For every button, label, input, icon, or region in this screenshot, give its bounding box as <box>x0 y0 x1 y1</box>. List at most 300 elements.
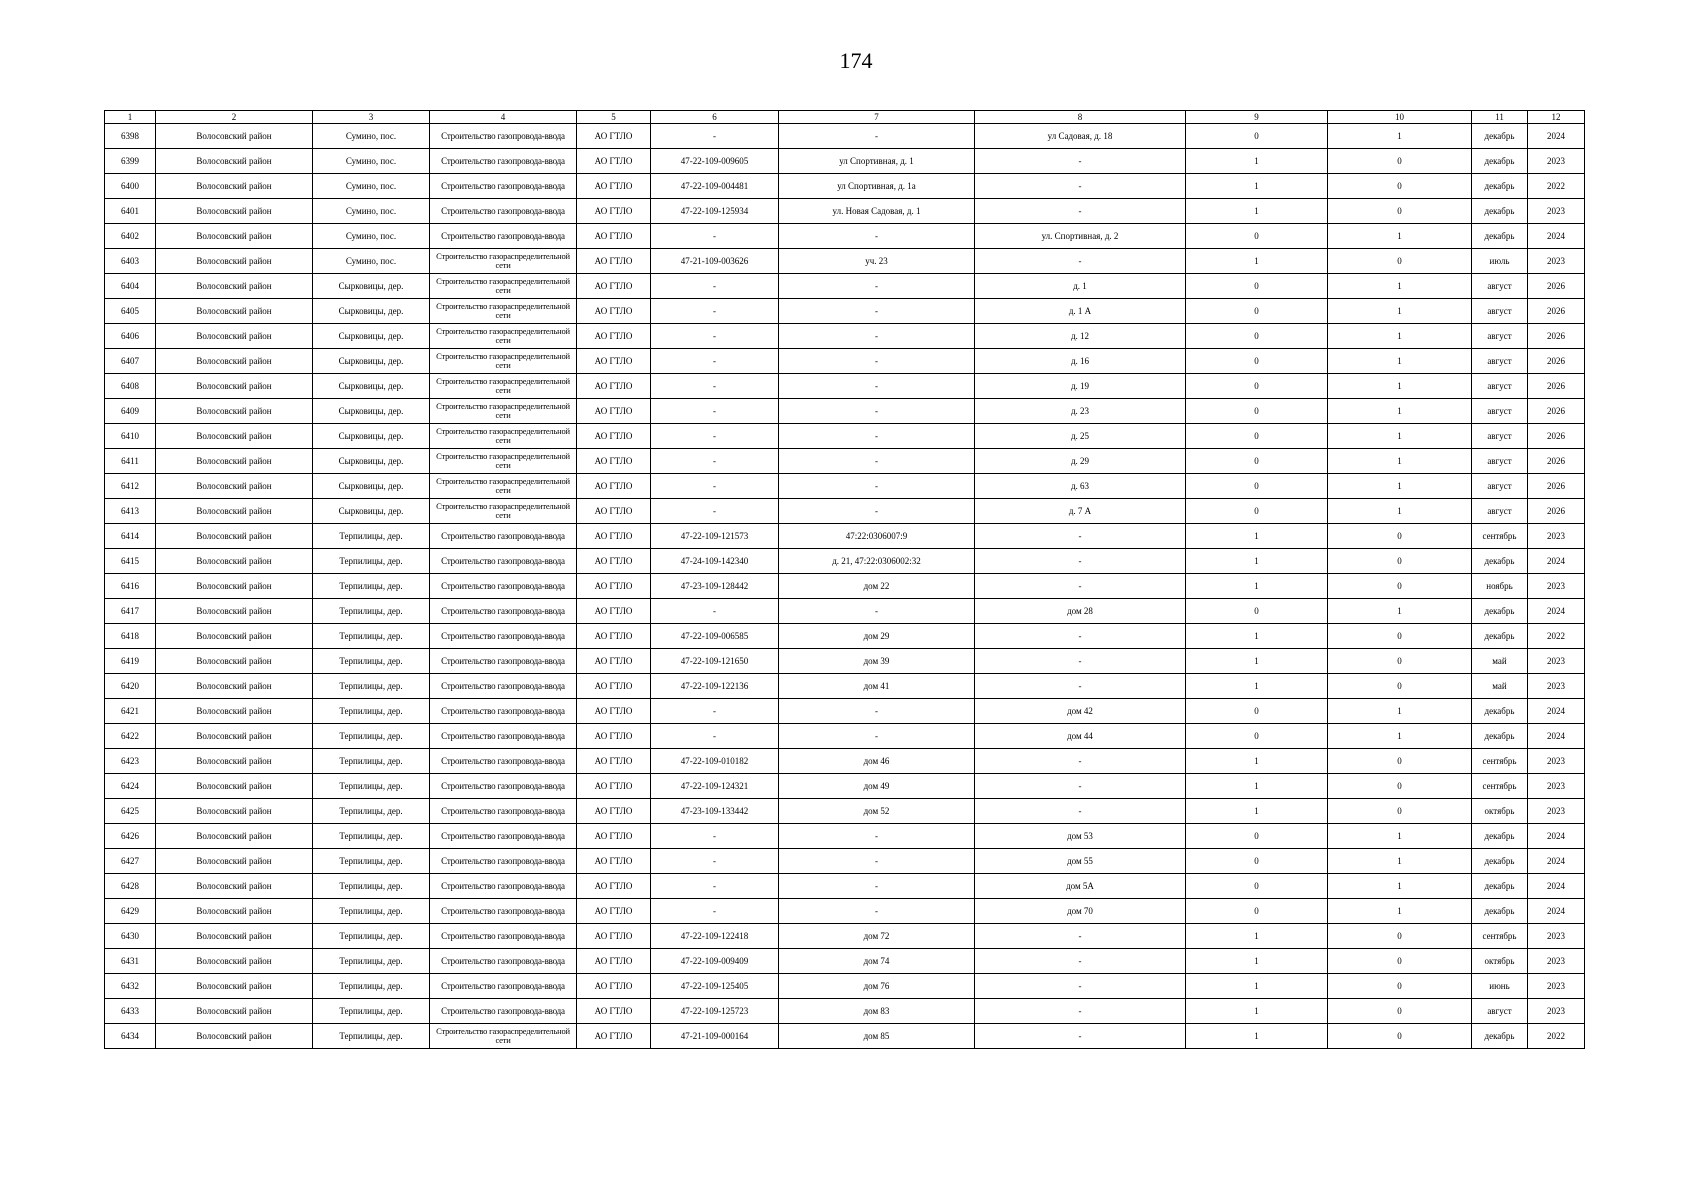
cell-value-col-10: 1 <box>1328 899 1472 924</box>
cell-organization: АО ГТЛО <box>577 574 651 599</box>
cell-settlement: Терпилицы, дер. <box>313 949 430 974</box>
cell-settlement: Терпилицы, дер. <box>313 899 430 924</box>
cell-work-type: Строительство газопровода-ввода <box>430 949 577 974</box>
cell-address: д. 12 <box>975 324 1186 349</box>
cell-value-col-10: 0 <box>1328 799 1472 824</box>
cell-district: Волосовский район <box>156 1024 313 1049</box>
cell-contract-number: - <box>651 299 779 324</box>
cell-address: - <box>975 1024 1186 1049</box>
gasification-table <box>104 110 1585 1049</box>
column-number-11: 11 <box>1472 111 1528 124</box>
cell-contract-number: - <box>651 224 779 249</box>
cell-value-col-9: 1 <box>1186 974 1328 999</box>
cell-contract-number: 47-21-109-000164 <box>651 1024 779 1049</box>
cell-district: Волосовский район <box>156 149 313 174</box>
cell-month: декабрь <box>1472 599 1528 624</box>
table-row <box>105 399 1585 424</box>
cell-value-col-10: 0 <box>1328 924 1472 949</box>
cell-month: октябрь <box>1472 949 1528 974</box>
cell-year: 2023 <box>1528 799 1585 824</box>
cell-value-col-10: 0 <box>1328 199 1472 224</box>
cell-month: сентябрь <box>1472 924 1528 949</box>
cell-year: 2023 <box>1528 924 1585 949</box>
column-number-3: 3 <box>313 111 430 124</box>
cell-cadastral-or-address: - <box>779 274 975 299</box>
table-row <box>105 649 1585 674</box>
cell-cadastral-or-address: ул Спортивная, д. 1 <box>779 149 975 174</box>
cell-cadastral-or-address: - <box>779 599 975 624</box>
cell-settlement: Терпилицы, дер. <box>313 574 430 599</box>
cell-address: д. 16 <box>975 349 1186 374</box>
cell-month: август <box>1472 374 1528 399</box>
cell-value-col-9: 1 <box>1186 1024 1328 1049</box>
cell-value-col-9: 0 <box>1186 324 1328 349</box>
cell-value-col-9: 0 <box>1186 299 1328 324</box>
table-row <box>105 199 1585 224</box>
table-row <box>105 974 1585 999</box>
cell-address: д. 7 А <box>975 499 1186 524</box>
cell-row-number: 6430 <box>105 924 156 949</box>
cell-district: Волосовский район <box>156 449 313 474</box>
cell-year: 2023 <box>1528 574 1585 599</box>
cell-year: 2026 <box>1528 374 1585 399</box>
cell-month: декабрь <box>1472 849 1528 874</box>
cell-address: дом 28 <box>975 599 1186 624</box>
cell-month: июль <box>1472 249 1528 274</box>
table-row <box>105 324 1585 349</box>
cell-month: декабрь <box>1472 1024 1528 1049</box>
table-row <box>105 524 1585 549</box>
cell-work-type: Строительство газораспределительной сети <box>430 1024 577 1049</box>
column-number-row <box>105 111 1585 124</box>
cell-month: сентябрь <box>1472 749 1528 774</box>
cell-organization: АО ГТЛО <box>577 899 651 924</box>
cell-row-number: 6424 <box>105 774 156 799</box>
cell-value-col-10: 1 <box>1328 124 1472 149</box>
cell-row-number: 6419 <box>105 649 156 674</box>
cell-value-col-10: 0 <box>1328 749 1472 774</box>
cell-cadastral-or-address: - <box>779 874 975 899</box>
cell-settlement: Сумино, пос. <box>313 224 430 249</box>
cell-organization: АО ГТЛО <box>577 674 651 699</box>
table-row <box>105 874 1585 899</box>
cell-work-type: Строительство газопровода-ввода <box>430 999 577 1024</box>
cell-value-col-10: 1 <box>1328 824 1472 849</box>
cell-settlement: Сумино, пос. <box>313 199 430 224</box>
cell-value-col-10: 0 <box>1328 999 1472 1024</box>
cell-contract-number: - <box>651 899 779 924</box>
cell-value-col-10: 0 <box>1328 774 1472 799</box>
column-number-8: 8 <box>975 111 1186 124</box>
cell-settlement: Сырковицы, дер. <box>313 349 430 374</box>
cell-address: дом 42 <box>975 699 1186 724</box>
cell-contract-number: 47-22-109-121650 <box>651 649 779 674</box>
cell-row-number: 6410 <box>105 424 156 449</box>
cell-settlement: Терпилицы, дер. <box>313 724 430 749</box>
cell-month: ноябрь <box>1472 574 1528 599</box>
cell-value-col-9: 0 <box>1186 124 1328 149</box>
cell-row-number: 6409 <box>105 399 156 424</box>
cell-value-col-10: 0 <box>1328 249 1472 274</box>
cell-cadastral-or-address: - <box>779 124 975 149</box>
table-row <box>105 749 1585 774</box>
cell-contract-number: 47-22-109-125723 <box>651 999 779 1024</box>
cell-year: 2023 <box>1528 249 1585 274</box>
cell-contract-number: - <box>651 424 779 449</box>
cell-address: д. 19 <box>975 374 1186 399</box>
cell-organization: АО ГТЛО <box>577 999 651 1024</box>
cell-contract-number: 47-22-109-122136 <box>651 674 779 699</box>
cell-district: Волосовский район <box>156 849 313 874</box>
cell-settlement: Сырковицы, дер. <box>313 374 430 399</box>
cell-value-col-9: 1 <box>1186 574 1328 599</box>
cell-organization: АО ГТЛО <box>577 124 651 149</box>
column-number-2: 2 <box>156 111 313 124</box>
cell-cadastral-or-address: - <box>779 699 975 724</box>
cell-cadastral-or-address: ул Спортивная, д. 1а <box>779 174 975 199</box>
cell-row-number: 6421 <box>105 699 156 724</box>
cell-value-col-9: 0 <box>1186 599 1328 624</box>
cell-value-col-9: 1 <box>1186 799 1328 824</box>
cell-work-type: Строительство газопровода-ввода <box>430 599 577 624</box>
cell-organization: АО ГТЛО <box>577 724 651 749</box>
cell-organization: АО ГТЛО <box>577 174 651 199</box>
cell-value-col-9: 0 <box>1186 874 1328 899</box>
cell-value-col-9: 0 <box>1186 474 1328 499</box>
cell-work-type: Строительство газораспределительной сети <box>430 474 577 499</box>
cell-month: декабрь <box>1472 199 1528 224</box>
cell-year: 2026 <box>1528 474 1585 499</box>
table-row <box>105 299 1585 324</box>
cell-value-col-10: 1 <box>1328 299 1472 324</box>
cell-work-type: Строительство газораспределительной сети <box>430 374 577 399</box>
table-row <box>105 724 1585 749</box>
cell-work-type: Строительство газопровода-ввода <box>430 624 577 649</box>
cell-work-type: Строительство газопровода-ввода <box>430 874 577 899</box>
cell-contract-number: - <box>651 324 779 349</box>
cell-row-number: 6403 <box>105 249 156 274</box>
cell-address: д. 63 <box>975 474 1186 499</box>
cell-row-number: 6404 <box>105 274 156 299</box>
cell-district: Волосовский район <box>156 399 313 424</box>
cell-value-col-9: 1 <box>1186 549 1328 574</box>
cell-year: 2026 <box>1528 399 1585 424</box>
cell-row-number: 6401 <box>105 199 156 224</box>
cell-settlement: Терпилицы, дер. <box>313 749 430 774</box>
cell-district: Волосовский район <box>156 749 313 774</box>
cell-year: 2024 <box>1528 124 1585 149</box>
cell-contract-number: 47-21-109-003626 <box>651 249 779 274</box>
cell-cadastral-or-address: - <box>779 424 975 449</box>
cell-address: ул. Спортивная, д. 2 <box>975 224 1186 249</box>
cell-address: - <box>975 949 1186 974</box>
cell-work-type: Строительство газопровода-ввода <box>430 899 577 924</box>
cell-settlement: Сумино, пос. <box>313 149 430 174</box>
cell-organization: АО ГТЛО <box>577 974 651 999</box>
cell-cadastral-or-address: - <box>779 224 975 249</box>
cell-month: август <box>1472 324 1528 349</box>
cell-address: дом 53 <box>975 824 1186 849</box>
cell-contract-number: 47-22-109-125934 <box>651 199 779 224</box>
cell-address: д. 23 <box>975 399 1186 424</box>
cell-cadastral-or-address: - <box>779 824 975 849</box>
cell-value-col-9: 0 <box>1186 899 1328 924</box>
table-row <box>105 924 1585 949</box>
cell-organization: АО ГТЛО <box>577 199 651 224</box>
cell-address: - <box>975 174 1186 199</box>
cell-value-col-10: 1 <box>1328 499 1472 524</box>
cell-settlement: Терпилицы, дер. <box>313 549 430 574</box>
cell-cadastral-or-address: - <box>779 474 975 499</box>
cell-contract-number: 47-22-109-121573 <box>651 524 779 549</box>
cell-year: 2024 <box>1528 849 1585 874</box>
cell-organization: АО ГТЛО <box>577 549 651 574</box>
cell-cadastral-or-address: - <box>779 849 975 874</box>
cell-row-number: 6426 <box>105 824 156 849</box>
cell-month: май <box>1472 674 1528 699</box>
table-row <box>105 599 1585 624</box>
cell-district: Волосовский район <box>156 249 313 274</box>
cell-value-col-10: 1 <box>1328 849 1472 874</box>
table-row <box>105 674 1585 699</box>
cell-organization: АО ГТЛО <box>577 524 651 549</box>
table-row <box>105 224 1585 249</box>
table-row <box>105 149 1585 174</box>
cell-contract-number: - <box>651 374 779 399</box>
cell-month: декабрь <box>1472 624 1528 649</box>
cell-cadastral-or-address: - <box>779 324 975 349</box>
cell-district: Волосовский район <box>156 974 313 999</box>
cell-month: август <box>1472 299 1528 324</box>
cell-settlement: Терпилицы, дер. <box>313 874 430 899</box>
table-row <box>105 424 1585 449</box>
cell-district: Волосовский район <box>156 299 313 324</box>
cell-value-col-9: 0 <box>1186 849 1328 874</box>
cell-value-col-9: 0 <box>1186 224 1328 249</box>
cell-month: август <box>1472 424 1528 449</box>
cell-value-col-9: 0 <box>1186 274 1328 299</box>
cell-month: декабрь <box>1472 549 1528 574</box>
cell-organization: АО ГТЛО <box>577 299 651 324</box>
cell-cadastral-or-address: - <box>779 499 975 524</box>
cell-contract-number: - <box>651 399 779 424</box>
cell-address: д. 29 <box>975 449 1186 474</box>
cell-address: - <box>975 149 1186 174</box>
cell-district: Волосовский район <box>156 174 313 199</box>
cell-value-col-9: 0 <box>1186 374 1328 399</box>
cell-cadastral-or-address: дом 22 <box>779 574 975 599</box>
cell-work-type: Строительство газопровода-ввода <box>430 149 577 174</box>
cell-work-type: Строительство газопровода-ввода <box>430 199 577 224</box>
cell-contract-number: 47-22-109-122418 <box>651 924 779 949</box>
cell-settlement: Терпилицы, дер. <box>313 849 430 874</box>
cell-value-col-9: 0 <box>1186 499 1328 524</box>
table-row <box>105 774 1585 799</box>
cell-work-type: Строительство газопровода-ввода <box>430 799 577 824</box>
cell-organization: АО ГТЛО <box>577 449 651 474</box>
cell-value-col-9: 1 <box>1186 924 1328 949</box>
column-number-6: 6 <box>651 111 779 124</box>
cell-organization: АО ГТЛО <box>577 624 651 649</box>
cell-work-type: Строительство газораспределительной сети <box>430 399 577 424</box>
table-row <box>105 124 1585 149</box>
cell-settlement: Терпилицы, дер. <box>313 1024 430 1049</box>
cell-settlement: Терпилицы, дер. <box>313 774 430 799</box>
cell-address: д. 25 <box>975 424 1186 449</box>
cell-row-number: 6433 <box>105 999 156 1024</box>
cell-cadastral-or-address: д. 21, 47:22:0306002:32 <box>779 549 975 574</box>
cell-settlement: Сырковицы, дер. <box>313 274 430 299</box>
cell-settlement: Терпилицы, дер. <box>313 799 430 824</box>
cell-cadastral-or-address: дом 49 <box>779 774 975 799</box>
table-row <box>105 374 1585 399</box>
cell-organization: АО ГТЛО <box>577 924 651 949</box>
cell-work-type: Строительство газопровода-ввода <box>430 849 577 874</box>
cell-value-col-9: 1 <box>1186 774 1328 799</box>
cell-value-col-10: 1 <box>1328 699 1472 724</box>
cell-contract-number: - <box>651 274 779 299</box>
cell-district: Волосовский район <box>156 649 313 674</box>
cell-contract-number: - <box>651 499 779 524</box>
cell-year: 2022 <box>1528 174 1585 199</box>
cell-district: Волосовский район <box>156 674 313 699</box>
cell-district: Волосовский район <box>156 349 313 374</box>
cell-value-col-9: 0 <box>1186 424 1328 449</box>
cell-row-number: 6432 <box>105 974 156 999</box>
cell-row-number: 6425 <box>105 799 156 824</box>
cell-cadastral-or-address: - <box>779 399 975 424</box>
cell-district: Волосовский район <box>156 499 313 524</box>
cell-address: - <box>975 524 1186 549</box>
cell-organization: АО ГТЛО <box>577 749 651 774</box>
cell-value-col-10: 0 <box>1328 574 1472 599</box>
cell-year: 2023 <box>1528 649 1585 674</box>
cell-value-col-9: 1 <box>1186 649 1328 674</box>
cell-district: Волосовский район <box>156 274 313 299</box>
cell-work-type: Строительство газопровода-ввода <box>430 749 577 774</box>
cell-year: 2022 <box>1528 1024 1585 1049</box>
cell-organization: АО ГТЛО <box>577 349 651 374</box>
cell-row-number: 6406 <box>105 324 156 349</box>
column-number-7: 7 <box>779 111 975 124</box>
cell-value-col-9: 1 <box>1186 524 1328 549</box>
cell-value-col-9: 1 <box>1186 949 1328 974</box>
cell-month: декабрь <box>1472 699 1528 724</box>
cell-address: - <box>975 999 1186 1024</box>
cell-work-type: Строительство газораспределительной сети <box>430 424 577 449</box>
cell-value-col-10: 0 <box>1328 949 1472 974</box>
cell-year: 2024 <box>1528 699 1585 724</box>
cell-district: Волосовский район <box>156 474 313 499</box>
cell-row-number: 6428 <box>105 874 156 899</box>
cell-month: декабрь <box>1472 874 1528 899</box>
cell-value-col-10: 0 <box>1328 149 1472 174</box>
cell-district: Волосовский район <box>156 374 313 399</box>
cell-cadastral-or-address: - <box>779 374 975 399</box>
cell-row-number: 6412 <box>105 474 156 499</box>
cell-contract-number: 47-22-109-125405 <box>651 974 779 999</box>
cell-value-col-10: 1 <box>1328 399 1472 424</box>
cell-row-number: 6414 <box>105 524 156 549</box>
cell-value-col-10: 1 <box>1328 224 1472 249</box>
cell-district: Волосовский район <box>156 999 313 1024</box>
cell-year: 2026 <box>1528 299 1585 324</box>
cell-value-col-10: 1 <box>1328 374 1472 399</box>
cell-month: август <box>1472 499 1528 524</box>
cell-month: май <box>1472 649 1528 674</box>
cell-settlement: Терпилицы, дер. <box>313 599 430 624</box>
cell-district: Волосовский район <box>156 699 313 724</box>
cell-settlement: Сырковицы, дер. <box>313 299 430 324</box>
cell-organization: АО ГТЛО <box>577 849 651 874</box>
cell-contract-number: - <box>651 849 779 874</box>
cell-address: дом 5А <box>975 874 1186 899</box>
cell-district: Волосовский район <box>156 799 313 824</box>
cell-organization: АО ГТЛО <box>577 649 651 674</box>
cell-work-type: Строительство газораспределительной сети <box>430 349 577 374</box>
table-row <box>105 499 1585 524</box>
table-body <box>105 124 1585 1049</box>
cell-organization: АО ГТЛО <box>577 499 651 524</box>
table-row <box>105 849 1585 874</box>
cell-year: 2026 <box>1528 424 1585 449</box>
cell-value-col-10: 1 <box>1328 874 1472 899</box>
cell-year: 2023 <box>1528 749 1585 774</box>
cell-contract-number: - <box>651 699 779 724</box>
cell-address: - <box>975 674 1186 699</box>
cell-year: 2024 <box>1528 874 1585 899</box>
cell-contract-number: - <box>651 874 779 899</box>
cell-district: Волосовский район <box>156 599 313 624</box>
cell-value-col-10: 0 <box>1328 624 1472 649</box>
cell-cadastral-or-address: дом 41 <box>779 674 975 699</box>
cell-value-col-9: 0 <box>1186 449 1328 474</box>
cell-organization: АО ГТЛО <box>577 474 651 499</box>
cell-value-col-10: 0 <box>1328 974 1472 999</box>
cell-settlement: Сырковицы, дер. <box>313 474 430 499</box>
cell-value-col-10: 1 <box>1328 599 1472 624</box>
cell-year: 2026 <box>1528 274 1585 299</box>
table-row <box>105 999 1585 1024</box>
cell-contract-number: - <box>651 474 779 499</box>
cell-contract-number: - <box>651 724 779 749</box>
cell-contract-number: 47-22-109-009605 <box>651 149 779 174</box>
cell-organization: АО ГТЛО <box>577 774 651 799</box>
cell-cadastral-or-address: дом 74 <box>779 949 975 974</box>
table-row <box>105 949 1585 974</box>
cell-year: 2024 <box>1528 549 1585 574</box>
cell-district: Волосовский район <box>156 949 313 974</box>
table-row <box>105 574 1585 599</box>
cell-contract-number: 47-22-109-006585 <box>651 624 779 649</box>
cell-row-number: 6405 <box>105 299 156 324</box>
cell-year: 2026 <box>1528 499 1585 524</box>
cell-year: 2023 <box>1528 774 1585 799</box>
cell-district: Волосовский район <box>156 574 313 599</box>
cell-work-type: Строительство газопровода-ввода <box>430 574 577 599</box>
cell-organization: АО ГТЛО <box>577 699 651 724</box>
cell-year: 2022 <box>1528 624 1585 649</box>
cell-district: Волосовский район <box>156 824 313 849</box>
column-number-12: 12 <box>1528 111 1585 124</box>
cell-value-col-9: 1 <box>1186 174 1328 199</box>
cell-settlement: Терпилицы, дер. <box>313 974 430 999</box>
page-number: 174 <box>839 48 873 73</box>
cell-year: 2026 <box>1528 324 1585 349</box>
cell-settlement: Сырковицы, дер. <box>313 324 430 349</box>
cell-settlement: Терпилицы, дер. <box>313 674 430 699</box>
cell-settlement: Терпилицы, дер. <box>313 924 430 949</box>
